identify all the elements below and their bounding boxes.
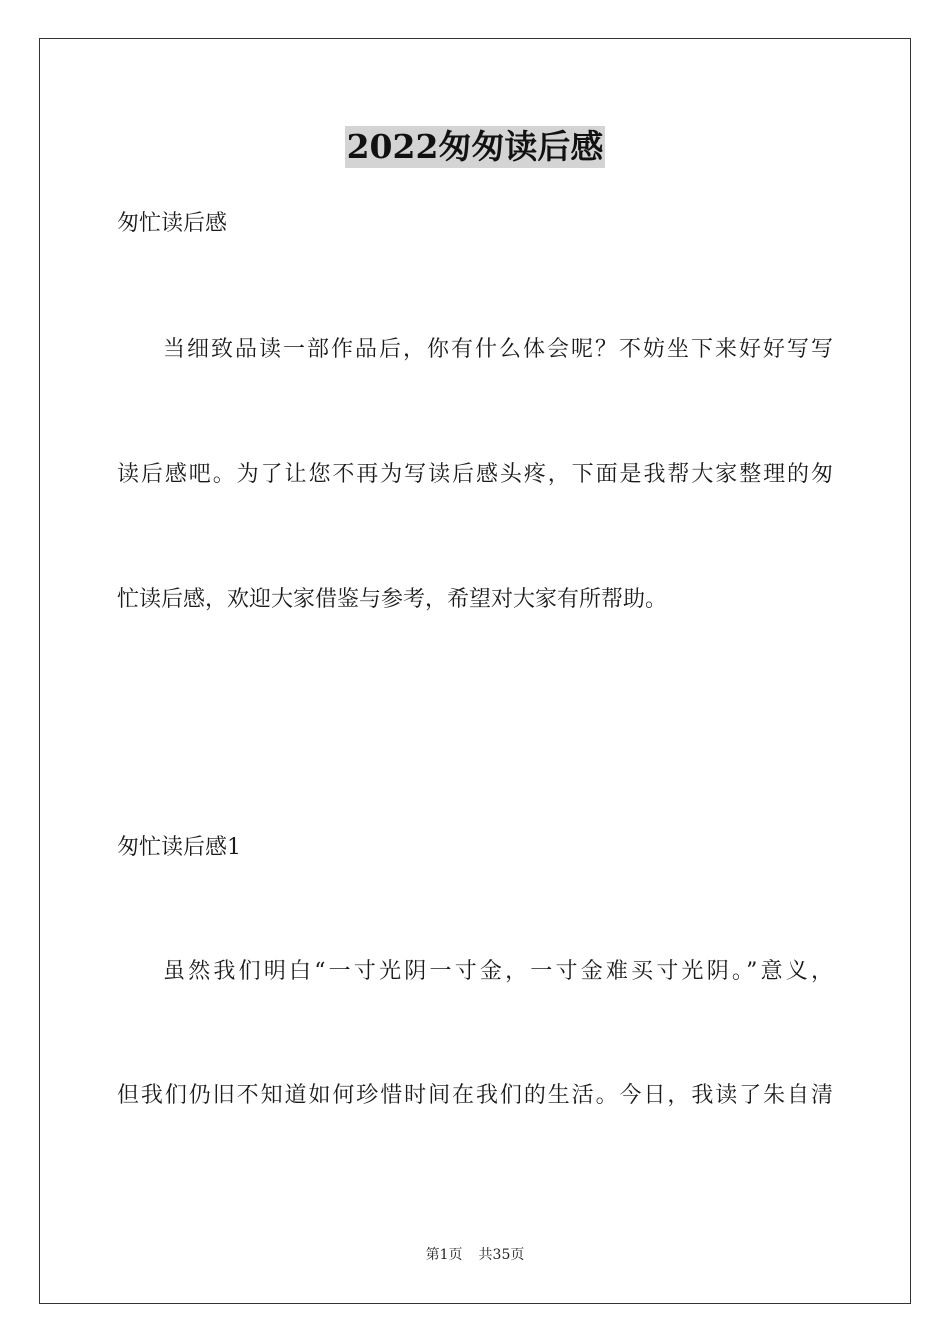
body-line-2: 但我们仍旧不知道如何珍惜时间在我们的生活。今日，我读了朱自清 [117, 1083, 833, 1108]
intro-line-2: 读后感吧。为了让您不再为写读后感头疼，下面是我帮大家整理的匆 [117, 462, 833, 487]
section-heading-1: 匆忙读后感1 [117, 835, 241, 860]
page-total: 共35页 [478, 1247, 525, 1263]
section-heading: 匆忙读后感 [117, 211, 228, 236]
body-line-1: 虽然我们明白“一寸光阴一寸金，一寸金难买寸光阴。”意义， [163, 959, 833, 984]
title-container [0, 126, 950, 168]
intro-line-1: 当细致品读一部作品后，你有什么体会呢？不妨坐下来好好写写 [163, 337, 833, 362]
intro-line-3: 忙读后感，欢迎大家借鉴与参考，希望对大家有所帮助。 [117, 587, 668, 612]
document-title: 2022匆匆读后感 [346, 127, 604, 166]
page-number: 第1页 [425, 1247, 463, 1263]
page-footer [0, 1245, 950, 1265]
